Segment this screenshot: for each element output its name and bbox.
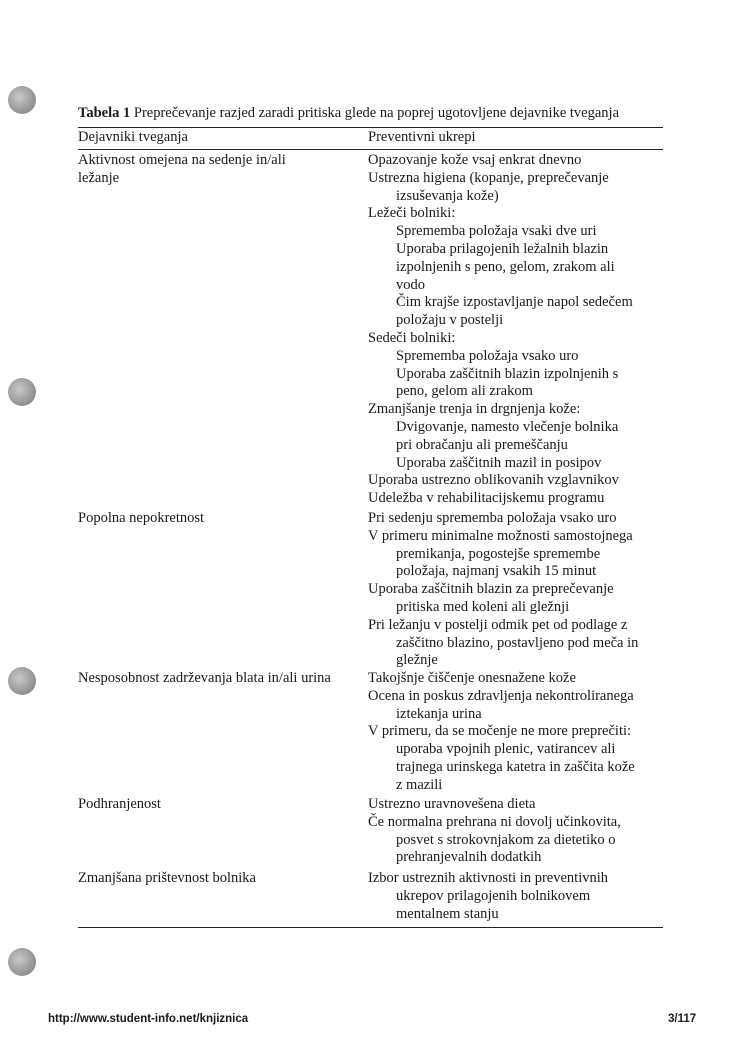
measure-line: Udeležba v rehabilitacijskemu programu xyxy=(368,490,605,507)
risk-factor-line: Aktivnost omejena na sedenje in/ali xyxy=(78,152,286,168)
measure-line: izsuševanja kože) xyxy=(396,187,499,204)
measure-line: Pri ležanju v postelji odmik pet od podlage z xyxy=(368,616,628,633)
measure-line: Takojšnje čiščenje onesnažene kože xyxy=(368,670,576,686)
measure-item xyxy=(368,223,663,241)
header-measures: Preventivni ukrepi xyxy=(368,129,476,145)
measure-item xyxy=(368,723,663,794)
measure-item xyxy=(368,455,663,473)
measures-cell xyxy=(368,796,663,867)
measure-line: peno, gelom ali zrakom xyxy=(396,383,533,400)
measure-item xyxy=(368,510,663,528)
punch-hole-upper-middle xyxy=(8,378,36,406)
measure-line: Sprememba položaja vsaki dve uri xyxy=(396,223,597,240)
table-title xyxy=(78,105,663,122)
page-number: 3/117 xyxy=(668,1013,697,1025)
measure-line: Sedeči bolniki: xyxy=(368,329,456,346)
punch-hole-top xyxy=(8,86,36,114)
title-rule xyxy=(78,127,663,128)
measure-line: Zmanjšanje trenja in drgnjenja kože: xyxy=(368,401,581,418)
measure-item xyxy=(368,688,663,724)
table-label: Tabela 1 xyxy=(78,105,131,121)
measure-line: mentalnem stanju xyxy=(396,905,499,922)
risk-factor-line: Zmanjšana prištevnost bolnika xyxy=(78,870,256,886)
measure-item xyxy=(368,528,663,581)
bottom-rule xyxy=(78,927,663,928)
measure-item xyxy=(368,419,663,455)
measure-line: Ustrezna higiena (kopanje, preprečevanje xyxy=(368,169,609,186)
measure-line: z mazili xyxy=(396,776,443,793)
risk-factor-line: ležanje xyxy=(78,169,120,186)
risk-factor-line: Popolna nepokretnost xyxy=(78,510,205,526)
measure-line: vodo xyxy=(396,276,425,293)
measure-line: Čim krajše izpostavljanje napol sedečem xyxy=(396,294,633,311)
measure-line: Pri sedenju sprememba položaja vsako uro xyxy=(368,510,617,526)
measure-line: V primeru, da se močenje ne more preprečiti: xyxy=(368,723,632,740)
measures-cell xyxy=(368,152,663,508)
measure-item xyxy=(368,472,663,490)
measure-line: Uporaba zaščitnih blazin za preprečevanje xyxy=(368,581,614,598)
measure-line: premikanja, pogostejše spremembe xyxy=(396,545,601,562)
measure-line: zaščitno blazino, postavljeno pod meča in xyxy=(396,634,639,651)
measure-line: V primeru minimalne možnosti samostojnega xyxy=(368,527,633,544)
measure-line: iztekanja urina xyxy=(396,705,482,722)
measure-line: Uporaba ustrezno oblikovanih vzglavnikov xyxy=(368,472,619,489)
measure-line: Ležeči bolniki: xyxy=(368,205,456,222)
measure-line: položaja, najmanj vsakih 15 minut xyxy=(396,563,597,580)
measure-item xyxy=(368,814,663,867)
measure-line: Opazovanje kože vsaj enkrat dnevno xyxy=(368,152,582,168)
header-rule xyxy=(78,149,663,150)
measure-line: Izbor ustreznih aktivnosti in preventivnih xyxy=(368,870,609,886)
punch-hole-bottom xyxy=(8,948,36,976)
measures-cell xyxy=(368,670,663,795)
measure-item xyxy=(368,152,663,170)
header-factors: Dejavniki tveganja xyxy=(78,129,188,145)
measure-item xyxy=(368,870,663,923)
punch-hole-lower-middle xyxy=(8,667,36,695)
measure-line: posvet s strokovnjakom za dietetiko o xyxy=(396,831,616,848)
measure-line: položaju v postelji xyxy=(396,312,504,329)
measure-item xyxy=(368,670,663,688)
risk-factor-cell xyxy=(78,510,353,528)
measure-line: trajnega urinskega katetra in zaščita kože xyxy=(396,758,635,775)
risk-factor-cell xyxy=(78,152,353,188)
measure-item xyxy=(368,490,663,508)
measure-item xyxy=(368,241,663,294)
measure-line: uporaba vpojnih plenic, vatirancev ali xyxy=(396,741,616,758)
risk-factor-cell xyxy=(78,796,353,814)
risk-factor-cell xyxy=(78,870,353,888)
measure-line: Uporaba prilagojenih ležalnih blazin xyxy=(396,240,609,257)
measure-item xyxy=(368,401,663,419)
measure-line: Ustrezno uravnovešena dieta xyxy=(368,796,536,812)
table-title-text: Preprečevanje razjed zaradi pritiska glede na poprej ugotovljene dejavnike tveganja xyxy=(133,105,620,121)
risk-factor-cell xyxy=(78,670,353,688)
measure-item xyxy=(368,205,663,223)
measure-item xyxy=(368,796,663,814)
measure-line: Uporaba zaščitnih mazil in posipov xyxy=(396,454,602,471)
measures-cell xyxy=(368,510,663,670)
footer-url[interactable]: http://www.student-info.net/knjiznica xyxy=(48,1013,249,1025)
risk-factor-line: Nesposobnost zadrževanja blata in/ali urina xyxy=(78,670,331,686)
measure-item xyxy=(368,330,663,348)
measure-item xyxy=(368,617,663,670)
measure-line: pri obračanju ali premeščanju xyxy=(396,436,568,453)
measures-cell xyxy=(368,870,663,923)
risk-factor-line: Podhranjenost xyxy=(78,796,161,812)
measure-item xyxy=(368,581,663,617)
measure-line: Ocena in poskus zdravljenja nekontroliranega xyxy=(368,687,634,704)
measure-item xyxy=(368,348,663,366)
measure-line: Sprememba položaja vsako uro xyxy=(396,347,579,364)
measure-line: pritiska med koleni ali gležnji xyxy=(396,598,570,615)
measure-line: Če normalna prehrana ni dovolj učinkovita, xyxy=(368,813,621,830)
measure-line: ukrepov prilagojenih bolnikovem xyxy=(396,887,591,904)
measure-line: Dvigovanje, namesto vlečenje bolnika xyxy=(396,418,619,435)
measure-item xyxy=(368,170,663,206)
measure-item xyxy=(368,294,663,330)
measure-item xyxy=(368,366,663,402)
measure-line: Uporaba zaščitnih blazin izpolnjenih s xyxy=(396,365,619,382)
measure-line: gležnje xyxy=(396,652,438,669)
measure-line: izpolnjenih s peno, gelom, zrakom ali xyxy=(396,258,615,275)
measure-line: prehranjevalnih dodatkih xyxy=(396,849,542,866)
